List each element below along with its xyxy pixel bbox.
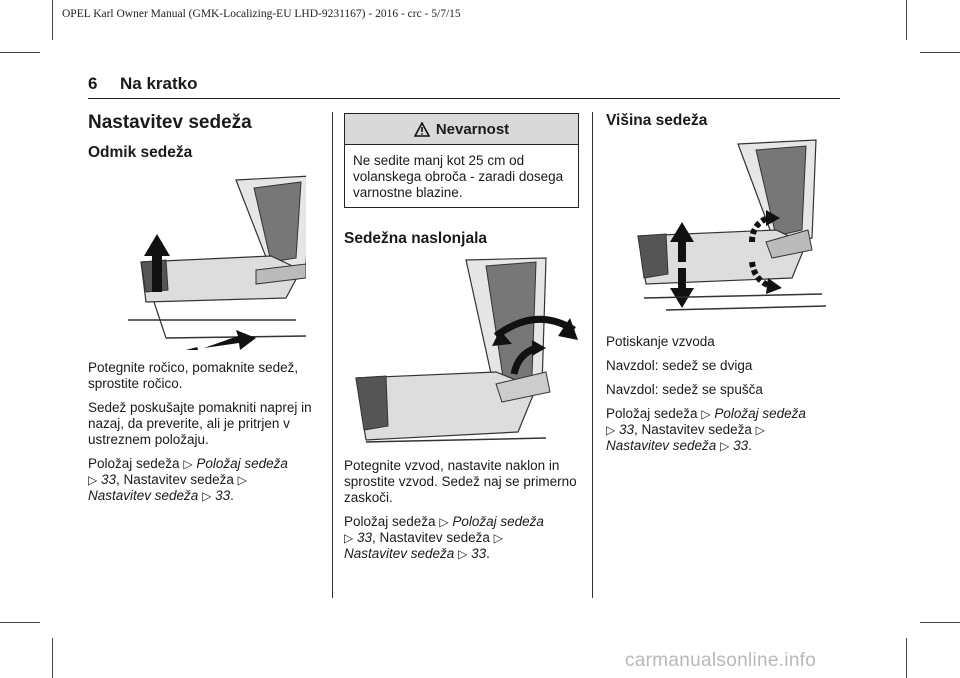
cross-reference: Položaj sedeža ▷ Položaj sedeža ▷ 33, Nastavitev sedeža ▷ Nastavitev sedeža ▷ 33. — [344, 514, 544, 561]
pointer-triangle-icon: ▷ — [88, 473, 98, 487]
crop-mark — [920, 52, 960, 53]
reference-lead: Nastavitev sedeža — [123, 472, 234, 487]
pointer-triangle-icon: ▷ — [439, 515, 449, 529]
pointer-triangle-icon: ▷ — [458, 547, 468, 561]
reference-link[interactable]: Nastavitev sedeža — [606, 438, 717, 453]
reference-page[interactable]: 33 — [215, 488, 231, 503]
reference-link[interactable]: Položaj sedeža — [452, 514, 544, 529]
section-title: Nastavitev sedeža — [88, 112, 252, 133]
column-seat-position — [88, 110, 324, 512]
reference-lead: Položaj sedeža — [344, 514, 436, 529]
reference-page[interactable]: 33 — [733, 438, 749, 453]
crop-mark — [0, 622, 40, 623]
pointer-triangle-icon: ▷ — [493, 531, 503, 545]
reference-lead: Nastavitev sedeža — [641, 422, 752, 437]
seat-slide-drawing — [106, 170, 306, 350]
crop-mark — [920, 622, 960, 623]
column-divider — [332, 112, 333, 598]
seat-height-drawing — [626, 138, 826, 320]
instruction-text: Sedež poskušajte pomakniti naprej in nazaj, da preverite, ali je pritrjen v ustreznem položaju. — [88, 400, 312, 447]
warning-title: Nevarnost — [435, 120, 510, 138]
subsection-title: Sedežna naslonjala — [344, 230, 487, 247]
reference-lead: Nastavitev sedeža — [379, 530, 490, 545]
instruction-text: Potegnite vzvod, nastavite naklon in sprostite vzvod. Sedež naj se primerno zaskoči. — [344, 458, 577, 505]
reference-link[interactable]: Nastavitev sedeža — [344, 546, 455, 561]
seat-backrest-drawing — [346, 256, 578, 448]
pointer-triangle-icon: ▷ — [606, 423, 616, 437]
reference-page[interactable]: 33 — [471, 546, 487, 561]
watermark-text: carmanualsonline.info — [625, 650, 817, 671]
reference-link[interactable]: Položaj sedeža — [714, 406, 806, 421]
pointer-triangle-icon: ▷ — [720, 439, 730, 453]
pointer-triangle-icon: ▷ — [183, 457, 193, 471]
subsection-title: Višina sedeža — [606, 112, 708, 129]
document-meta: OPEL Karl Owner Manual (GMK-Localizing-EU LHD-9231167) - 2016 - crc - 5/7/15 — [62, 8, 461, 20]
pointer-triangle-icon: ▷ — [202, 489, 212, 503]
chapter-title: Na kratko — [120, 74, 198, 93]
warning-triangle-icon — [414, 122, 430, 137]
cross-reference: Položaj sedeža ▷ Položaj sedeža ▷ 33, Nastavitev sedeža ▷ Nastavitev sedeža ▷ 33. — [606, 406, 806, 453]
pointer-triangle-icon: ▷ — [755, 423, 765, 437]
warning-text: Ne sedite manj kot 25 cm od volanskega obroča - zaradi dosega varnostne blazine. — [353, 153, 564, 200]
page-header — [88, 72, 840, 99]
reference-page[interactable]: 33 — [357, 530, 373, 545]
instruction-text: Potiskanje vzvoda — [606, 334, 715, 349]
pointer-triangle-icon: ▷ — [701, 407, 711, 421]
seat-slide-illustration — [106, 170, 306, 350]
column-seat-backrest — [344, 110, 580, 570]
warning-box — [344, 113, 579, 208]
crop-mark — [0, 52, 40, 53]
reference-page[interactable]: 33 — [619, 422, 635, 437]
reference-lead: Položaj sedeža — [606, 406, 698, 421]
seat-backrest-illustration — [346, 256, 578, 448]
column-seat-height — [606, 110, 842, 462]
seat-height-illustration — [626, 138, 826, 320]
instruction-text: Navzdol: sedež se dviga — [606, 358, 753, 373]
warning-header — [345, 114, 578, 145]
reference-link[interactable]: Nastavitev sedeža — [88, 488, 199, 503]
reference-lead: Položaj sedeža — [88, 456, 180, 471]
pointer-triangle-icon: ▷ — [237, 473, 247, 487]
reference-page[interactable]: 33 — [101, 472, 117, 487]
crop-mark — [52, 638, 53, 678]
reference-link[interactable]: Položaj sedeža — [196, 456, 288, 471]
column-divider — [592, 112, 593, 598]
instruction-text: Potegnite ročico, pomaknite sedež, sprostite ročico. — [88, 360, 299, 391]
cross-reference: Položaj sedeža ▷ Položaj sedeža ▷ 33, Nastavitev sedeža ▷ Nastavitev sedeža ▷ 33. — [88, 456, 288, 503]
subsection-title: Odmik sedeža — [88, 144, 193, 161]
pointer-triangle-icon: ▷ — [344, 531, 354, 545]
instruction-text: Navzdol: sedež se spušča — [606, 382, 763, 397]
crop-mark — [906, 638, 907, 678]
crop-mark — [52, 0, 53, 40]
page-number: 6 — [88, 74, 98, 93]
crop-mark — [906, 0, 907, 40]
